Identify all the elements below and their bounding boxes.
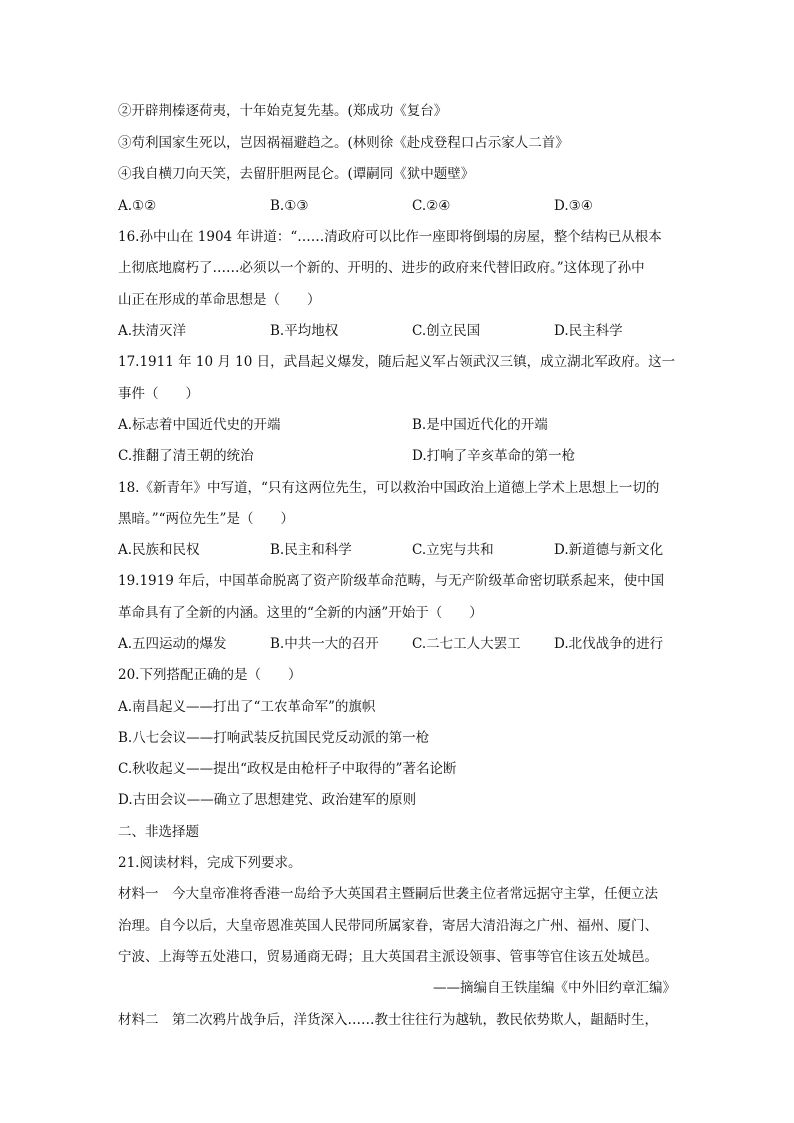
q19-stem-line-2: 革命具有了全新的内涵。这里的“全新的内涵”开始于（ ） bbox=[118, 605, 483, 621]
q17-option-b: B.是中国近代化的开端 bbox=[412, 417, 548, 433]
q16-option-b: B.平均地权 bbox=[270, 323, 339, 339]
q15-option-d: D.③④ bbox=[554, 198, 593, 214]
q18-option-c: C.立宪与共和 bbox=[412, 542, 494, 558]
q16-stem-line-1: 16.孙中山在 1904 年讲道：“……清政府可以比作一座即将倒塌的房屋，整个结构已从根本 bbox=[118, 229, 662, 245]
q16-option-c: C.创立民国 bbox=[412, 323, 481, 339]
q20-stem: 20.下列搭配正确的是（ ） bbox=[118, 667, 302, 683]
q20-option-d: D.古田会议——确立了思想建党、政治建军的原则 bbox=[118, 792, 417, 808]
material-1-line-1: 材料一 今大皇帝准将香港一岛给予大英国君主暨嗣后世袭主位者常远据守主掌，任便立法 bbox=[118, 886, 658, 902]
q18-option-d: D.新道德与新文化 bbox=[554, 542, 664, 558]
q18-stem-line-1: 18.《新青年》中写道，“只有这两位先生，可以救治中国政治上道德上学术上思想上一切的 bbox=[118, 480, 660, 496]
q17-option-d: D.打响了辛亥革命的第一枪 bbox=[412, 448, 576, 464]
q16-stem-line-3: 山正在形成的革命思想是（ ） bbox=[118, 292, 321, 308]
q17-stem-line-1: 17.1911 年 10 月 10 日，武昌起义爆发，随后起义军占领武汉三镇，成立湖北军政府。这一 bbox=[118, 354, 676, 370]
section-heading: 二、非选择题 bbox=[118, 824, 199, 840]
q18-stem-line-2: 黑暗。”“两位先生”是（ ） bbox=[118, 511, 294, 527]
material-1-source: ——摘编自王铁崖编《中外旧约章汇编》 bbox=[433, 980, 676, 996]
q16-stem-line-2: 上彻底地腐朽了……必须以一个新的、开明的、进步的政府来代替旧政府。”这体现了孙中 bbox=[118, 260, 645, 276]
q17-option-c: C.推翻了清王朝的统治 bbox=[118, 448, 254, 464]
poem-line-2: ②开辟荆榛逐荷夷，十年始克复先基。(郑成功《复台》 bbox=[118, 103, 448, 119]
q19-option-a: A.五四运动的爆发 bbox=[118, 636, 227, 652]
q15-option-a: A.①② bbox=[118, 198, 157, 214]
material-1-line-2: 治理。自今以后，大皇帝恩准英国人民带同所属家眷，寄居大清沿海之广州、福州、厦门、 bbox=[118, 918, 658, 934]
q19-option-b: B.中共一大的召开 bbox=[270, 636, 379, 652]
poem-line-4: ④我自横刀向天笑，去留肝胆两昆仑。(谭嗣同《狱中题壁》 bbox=[118, 166, 475, 182]
q19-stem-line-1: 19.1919 年后，中国革命脱离了资产阶级革命范畴，与无产阶级革命密切联系起来，使中国 bbox=[118, 573, 665, 589]
q15-option-c: C.②④ bbox=[412, 198, 451, 214]
material-2-line-1: 材料二 第二次鸦片战争后，洋货深入……教士往往行为越轨，教民依势欺人，龃龉时生， bbox=[118, 1012, 658, 1028]
q20-option-a: A.南昌起义——打出了“工农革命军”的旗帜 bbox=[118, 699, 376, 715]
poem-line-3: ③苟利国家生死以，岂因祸福避趋之。(林则徐《赴戍登程口占示家人二首》 bbox=[118, 135, 569, 151]
q17-stem-line-2: 事件（ ） bbox=[118, 386, 199, 402]
q19-option-d: D.北伐战争的进行 bbox=[554, 636, 664, 652]
q17-option-a: A.标志着中国近代史的开端 bbox=[118, 417, 281, 433]
material-1-line-3: 宁波、上海等五处港口，贸易通商无碍；且大英国君主派设领事、管事等官住该五处城邑。 bbox=[118, 949, 658, 965]
q18-option-b: B.民主和科学 bbox=[270, 542, 352, 558]
q18-option-a: A.民族和民权 bbox=[118, 542, 200, 558]
q20-option-b: B.八七会议——打响武装反抗国民党反动派的第一枪 bbox=[118, 730, 430, 746]
q20-option-c: C.秋收起义——提出“政权是由枪杆子中取得的”著名论断 bbox=[118, 761, 457, 777]
q19-option-c: C.二七工人大罢工 bbox=[412, 636, 521, 652]
q21-stem: 21.阅读材料，完成下列要求。 bbox=[118, 855, 302, 871]
q16-option-d: D.民主科学 bbox=[554, 323, 623, 339]
q16-option-a: A.扶清灭洋 bbox=[118, 323, 187, 339]
q15-option-b: B.①③ bbox=[270, 198, 309, 214]
